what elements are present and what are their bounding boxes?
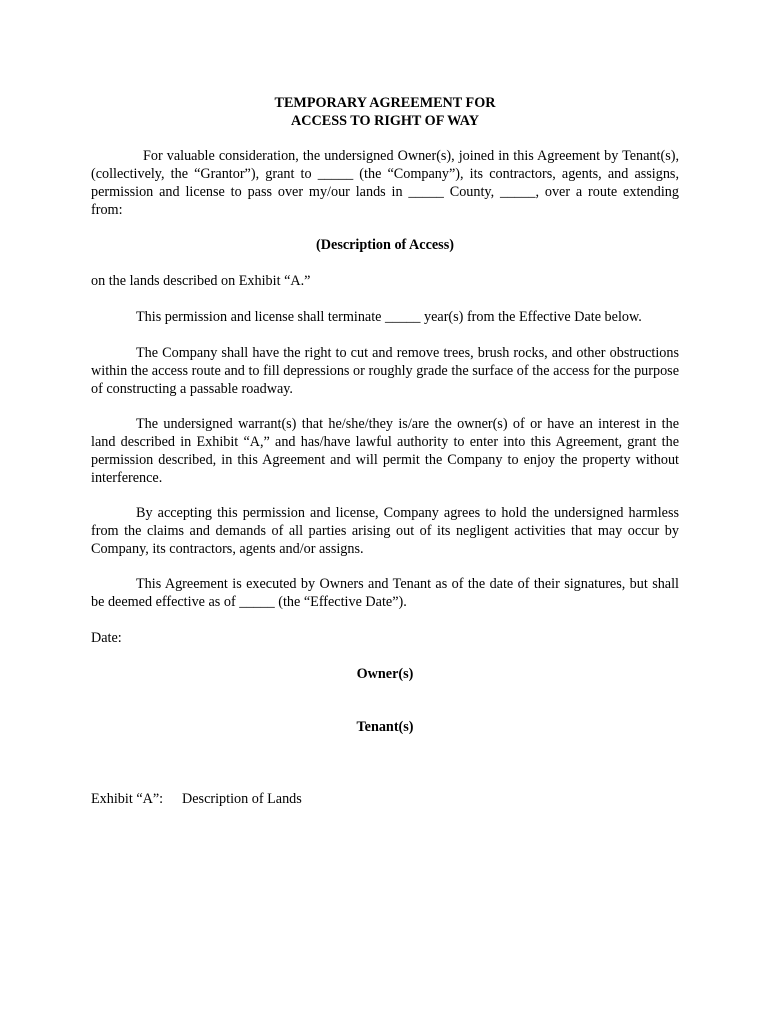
termination-paragraph: This permission and license shall terminate _____ year(s) from the Effective Date below. <box>136 309 642 325</box>
lands-described-line: on the lands described on Exhibit “A.” <box>91 273 311 289</box>
description-of-access-heading: (Description of Access) <box>316 237 454 253</box>
document-title-line1: TEMPORARY AGREEMENT FOR <box>274 95 496 111</box>
document-title-line2: ACCESS TO RIGHT OF WAY <box>291 113 479 129</box>
indemnity-paragraph: By accepting this permission and license, Company agrees to hold the undersigned harmless from the claims and demands of all parties arising out of its negligent activities that may occur by Company, its contractors, agents and/or assigns. <box>91 505 679 557</box>
exhibit-a-description: Description of Lands <box>182 791 302 807</box>
grant-paragraph: For valuable consideration, the undersigned Owner(s), joined in this Agreement by Tenant(s), (collectively, the “Grantor”), grant to _____ (the “Company”), its contractors, agents, and assigns, permission and license to pass over my/our lands in _____ County, _____, over a route extending from: <box>91 148 679 218</box>
warranty-paragraph: The undersigned warrant(s) that he/she/they is/are the owner(s) of or have an interest in the land described in Exhibit “A,” and has/have lawful authority to enter into this Agreement, grant the permission described, in this Agreement and will permit the Company to enjoy the property without interference. <box>91 416 679 486</box>
date-label: Date: <box>91 630 122 646</box>
execution-paragraph: This Agreement is executed by Owners and Tenant as of the date of their signatures, but shall be deemed effective as of _____ (the “Effective Date”). <box>91 576 679 610</box>
company-rights-paragraph: The Company shall have the right to cut and remove trees, brush rocks, and other obstructions within the access route and to fill depressions or roughly grade the surface of the access for the purpose of constructing a passable roadway. <box>91 345 679 397</box>
owners-signature-label: Owner(s) <box>356 666 414 682</box>
exhibit-a-label: Exhibit “A”: <box>91 791 164 807</box>
tenants-signature-label: Tenant(s) <box>356 719 414 735</box>
